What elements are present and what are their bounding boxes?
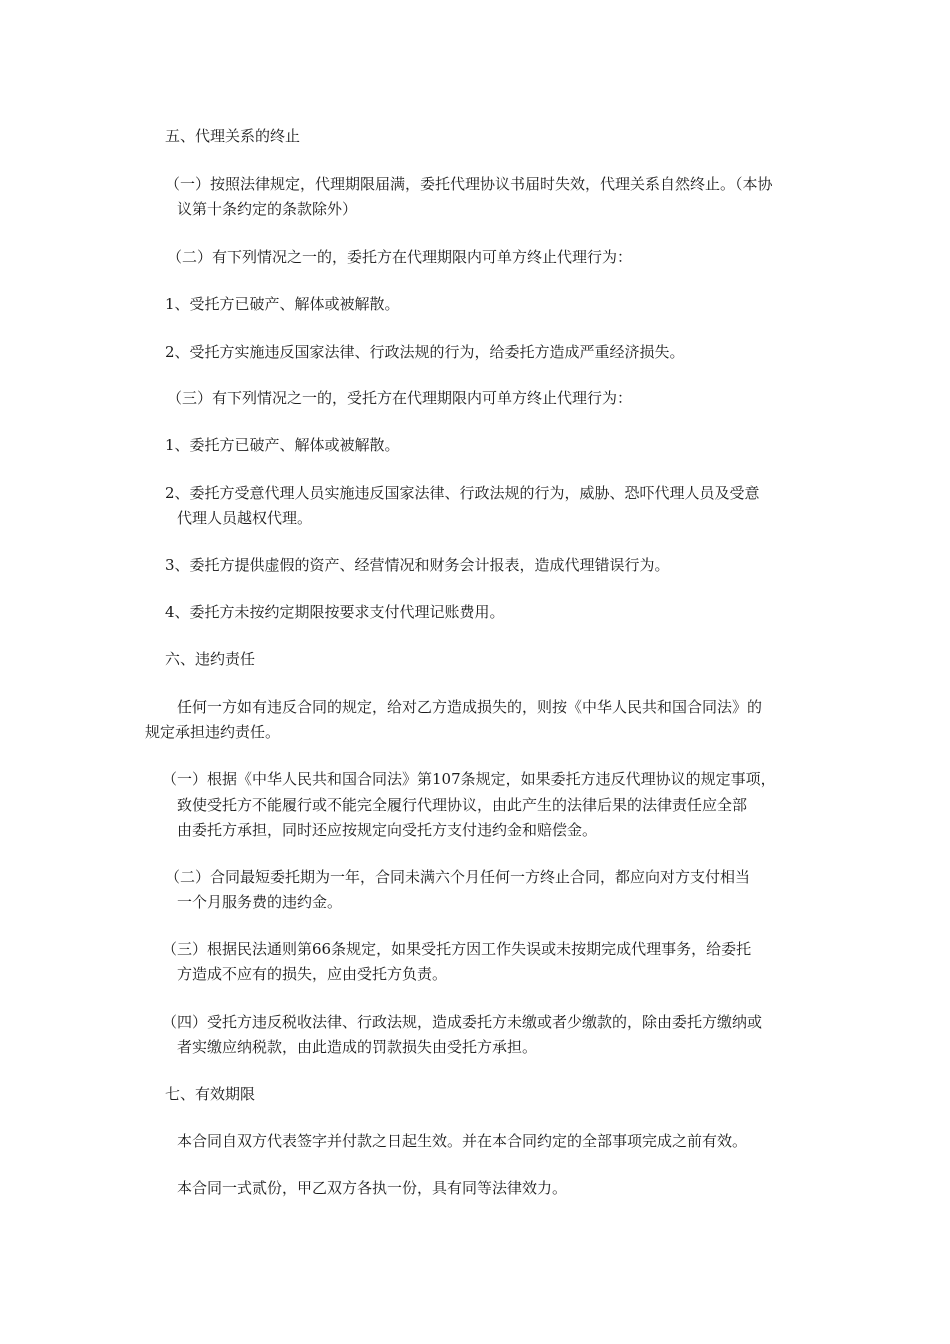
list-item-agent-2-line2: 代理人员越权代理。 xyxy=(177,509,313,527)
section-heading-termination: 五、代理关系的终止 xyxy=(165,127,301,145)
clause-4-line1: （四）受托方违反税收法律、行政法规，造成委托方未缴或者少缴款的，除由委托方缴纳或 xyxy=(162,1013,763,1031)
paragraph-agent-termination: （三）有下列情况之一的，受托方在代理期限内可单方终止代理行为： xyxy=(167,389,633,407)
paragraph-validity-copies: 本合同一式贰份，甲乙双方各执一份，具有同等法律效力。 xyxy=(177,1179,568,1197)
clause-2-line2: 一个月服务费的违约金。 xyxy=(177,893,343,911)
clause-2-line1: （二）合同最短委托期为一年，合同未满六个月任何一方终止合同，都应向对方支付相当 xyxy=(165,868,751,886)
list-item-client-2: 2、受托方实施违反国家法律、行政法规的行为，给委托方造成严重经济损失。 xyxy=(165,343,685,361)
paragraph-expiry-line2: 议第十条约定的条款除外） xyxy=(177,200,358,218)
list-item-agent-4: 4、委托方未按约定期限按要求支付代理记账费用。 xyxy=(165,603,505,621)
paragraph-liability-intro-line1: 任何一方如有违反合同的规定，给对乙方造成损失的，则按《中华人民共和国合同法》的 xyxy=(177,698,763,716)
list-item-agent-3: 3、委托方提供虚假的资产、经营情况和财务会计报表，造成代理错误行为。 xyxy=(165,556,670,574)
list-item-agent-1: 1、委托方已破产、解体或被解散。 xyxy=(165,436,400,454)
section-heading-validity: 七、有效期限 xyxy=(165,1085,256,1103)
paragraph-client-termination: （二）有下列情况之一的，委托方在代理期限内可单方终止代理行为： xyxy=(167,248,633,266)
clause-4-line2: 者实缴应纳税款，由此造成的罚款损失由受托方承担。 xyxy=(177,1038,538,1056)
clause-1-line2: 致使受托方不能履行或不能完全履行代理协议，由此产生的法律后果的法律责任应全部 xyxy=(177,796,748,814)
clause-3-line2: 方造成不应有的损失，应由受托方负责。 xyxy=(177,965,448,983)
section-heading-liability: 六、违约责任 xyxy=(165,650,256,668)
list-item-client-1: 1、受托方已破产、解体或被解散。 xyxy=(165,295,400,313)
list-item-agent-2-line1: 2、委托方受意代理人员实施违反国家法律、行政法规的行为，威胁、恐吓代理人员及受意 xyxy=(165,484,760,502)
clause-1-line1: （一）根据《中华人民共和国合同法》第107条规定，如果委托方违反代理协议的规定事项， xyxy=(162,770,776,788)
paragraph-liability-intro-line2: 规定承担违约责任。 xyxy=(145,723,281,741)
clause-3-line1: （三）根据民法通则第66条规定，如果受托方因工作失误或未按期完成代理事务，给委托 xyxy=(162,940,752,958)
paragraph-expiry-line1: （一）按照法律规定，代理期限届满，委托代理协议书届时失效，代理关系自然终止。（本协 xyxy=(165,175,773,193)
clause-1-line3: 由委托方承担，同时还应按规定向受托方支付违约金和赔偿金。 xyxy=(177,821,598,839)
paragraph-validity-effective: 本合同自双方代表签字并付款之日起生效。并在本合同约定的全部事项完成之前有效。 xyxy=(177,1132,748,1150)
